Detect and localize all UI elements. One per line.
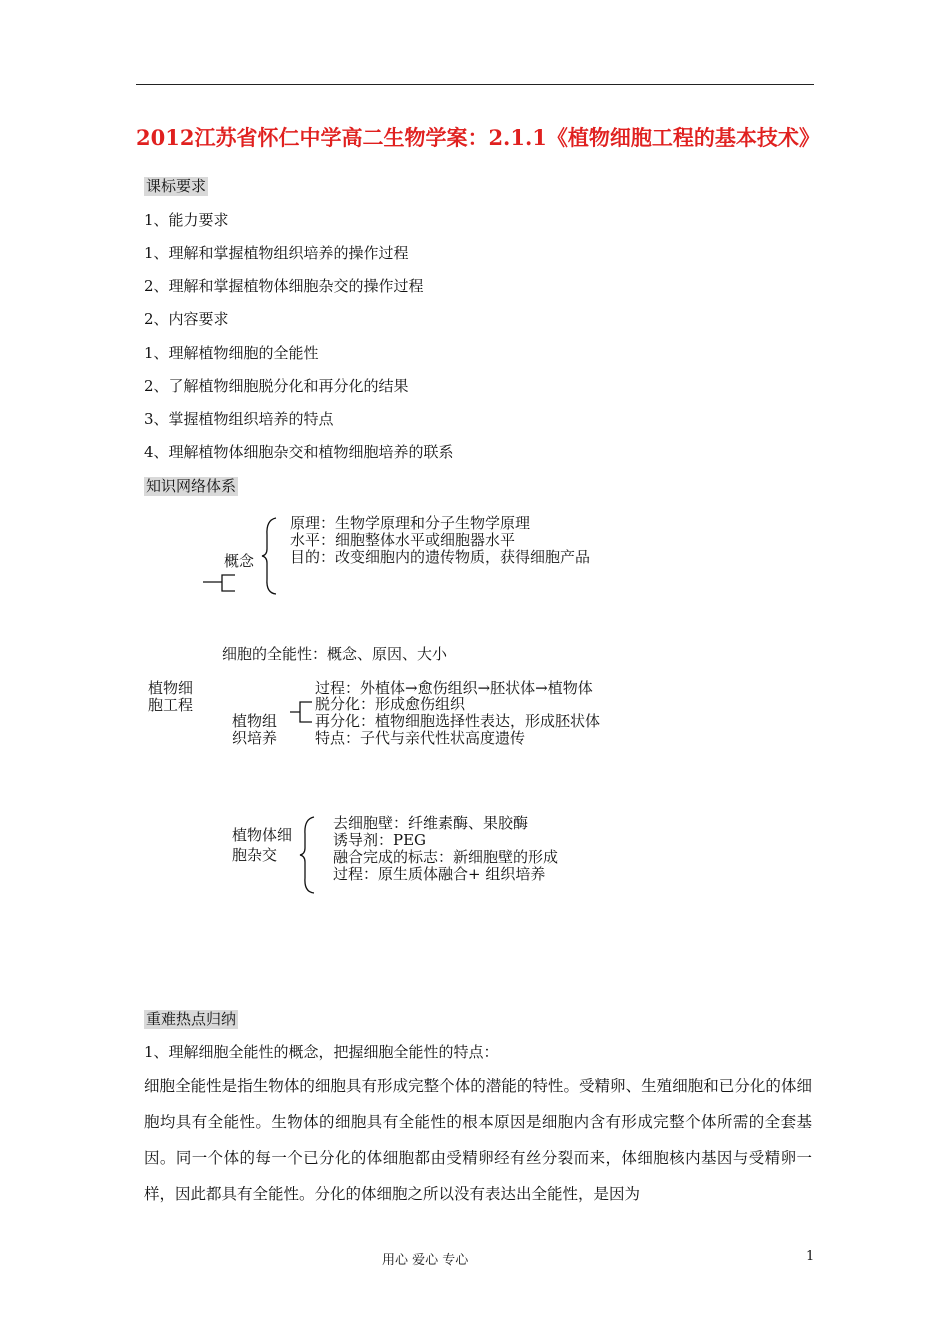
footer-motto: 用心 爱心 专心 (382, 1253, 469, 1268)
curriculum-line: 4、理解植物体细胞杂交和植物细胞培养的联系 (144, 443, 454, 461)
section-heading-network: 知识网络体系 (146, 477, 237, 495)
somatic-hybrid-brace (300, 816, 320, 894)
tissue-culture-item: 脱分化：形成愈伤组织 (315, 695, 466, 713)
somatic-hybrid-item: 过程：原生质体融合+ 组织培养 (333, 865, 546, 883)
concept-item: 原理：生物学原理和分子生物学原理 (290, 514, 531, 532)
somatic-hybrid-item: 融合完成的标志：新细胞壁的形成 (333, 848, 559, 866)
page-number: 1 (806, 1249, 815, 1264)
somatic-hybrid-label: 胞杂交 (232, 846, 278, 864)
concept-label: 概念 (224, 552, 255, 570)
key-point-heading: 1、理解细胞全能性的概念，把握细胞全能性的特点： (144, 1043, 499, 1061)
body-paragraph: 细胞全能性是指生物体的细胞具有形成完整个体的潜能的特性。受精卵、生殖细胞和已分化的体细胞均具有全能性。生物体的细胞具有全能性的根本原因是细胞内含有形成完整个体所需的全套基因。同一个体的每一个已分化的体细胞都由受精卵经有丝分裂而来，体细胞核内基因与受精卵一样，因此都具有全能性。分化的体细胞之所以没有表达出全能性，是因为 (144, 1077, 812, 1203)
concept-item: 水平：细胞整体水平或细胞器水平 (290, 531, 516, 549)
tissue-culture-label: 织培养 (232, 729, 278, 747)
tissue-culture-item: 特点：子代与亲代性状高度遗传 (315, 729, 526, 747)
curriculum-line: 3、掌握植物组织培养的特点 (144, 410, 334, 428)
curriculum-line: 1、理解植物细胞的全能性 (144, 344, 319, 362)
curriculum-line: 2、理解和掌握植物体细胞杂交的操作过程 (144, 277, 424, 295)
totipotency-line: 细胞的全能性：概念、原因、大小 (222, 645, 448, 663)
page-title: 2012江苏省怀仁中学高二生物学案：2.1.1《植物细胞工程的基本技术》 (136, 125, 820, 150)
concept-item: 目的：改变细胞内的遗传物质，获得细胞产品 (290, 548, 591, 566)
root-label: 胞工程 (148, 696, 194, 714)
section-heading-curriculum: 课标要求 (146, 177, 207, 195)
root-connector (200, 574, 240, 594)
tissue-culture-label: 植物组 (232, 712, 278, 730)
root-label: 植物细 (148, 679, 194, 697)
somatic-hybrid-item: 去细胞壁：纤维素酶、果胶酶 (333, 814, 529, 832)
curriculum-line: 1、能力要求 (144, 211, 229, 229)
tissue-culture-item: 再分化：植物细胞选择性表达，形成胚状体 (315, 712, 601, 730)
curriculum-line: 2、了解植物细胞脱分化和再分化的结果 (144, 377, 409, 395)
section-heading-key-points: 重难热点归纳 (146, 1010, 237, 1028)
curriculum-line: 1、理解和掌握植物组织培养的操作过程 (144, 244, 409, 262)
tissue-culture-item: 过程：外植体→愈伤组织→胚状体→植物体 (315, 679, 593, 697)
curriculum-line: 2、内容要求 (144, 310, 229, 328)
concept-brace (262, 517, 282, 595)
header-rule (136, 84, 814, 85)
somatic-hybrid-label: 植物体细 (232, 826, 293, 844)
somatic-hybrid-item: 诱导剂：PEG (333, 831, 427, 849)
